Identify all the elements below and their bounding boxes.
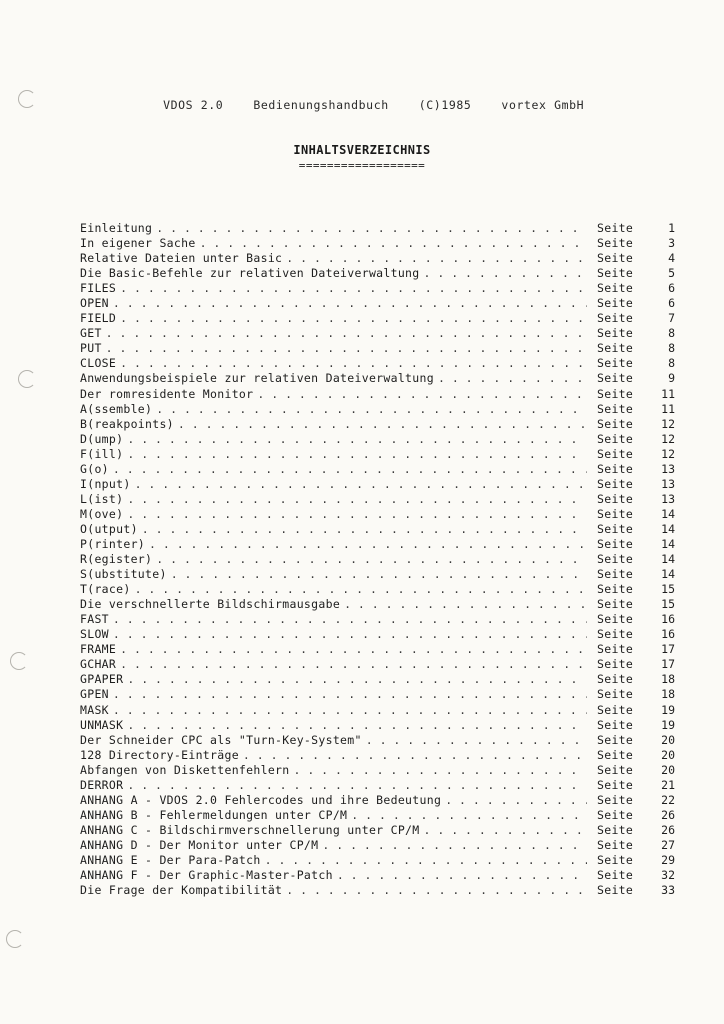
toc-entry-page-number: 29 — [661, 852, 675, 867]
dot-leader — [135, 477, 587, 492]
toc-entry — [80, 718, 675, 733]
dot-leader — [293, 763, 587, 778]
dot-leader — [106, 326, 587, 341]
dot-leader — [113, 296, 587, 311]
toc-entry-seite-label: Seite — [597, 491, 634, 506]
dot-leader — [337, 868, 587, 883]
toc-entry — [80, 703, 675, 718]
toc-entry-page-number: 9 — [668, 371, 675, 386]
dot-leader — [106, 341, 587, 356]
toc-entry — [80, 492, 675, 507]
dot-leader — [156, 552, 587, 567]
toc-entry-seite-label: Seite — [597, 281, 634, 296]
toc-entry-page-number: 18 — [661, 687, 675, 702]
toc-entry-label: O(utput) — [80, 521, 138, 536]
dot-leader — [127, 492, 587, 507]
toc-entry-label: G(o) — [80, 461, 109, 476]
header-doc-title: Bedienungshandbuch — [253, 98, 389, 112]
toc-entry-label: ANHANG D - Der Monitor unter CP/M — [80, 837, 319, 852]
toc-entry-page-number: 20 — [661, 762, 675, 777]
toc-entry-seite-label: Seite — [597, 341, 634, 356]
toc-entry-seite-label: Seite — [597, 446, 634, 461]
dot-leader — [286, 251, 587, 266]
toc-entry-label: L(ist) — [80, 491, 124, 506]
toc-entry — [80, 311, 675, 326]
toc-entry — [80, 778, 675, 793]
toc-entry — [80, 447, 675, 462]
toc-entry — [80, 627, 675, 642]
toc-entry-seite-label: Seite — [597, 597, 634, 612]
toc-entry-page-number: 33 — [661, 883, 675, 898]
toc-entry-page-number: 13 — [661, 461, 675, 476]
toc-entry-seite-label: Seite — [597, 582, 634, 597]
toc-entry — [80, 402, 675, 417]
dot-leader — [200, 236, 587, 251]
dot-leader — [127, 447, 587, 462]
toc-entry — [80, 417, 675, 432]
toc-entry-seite-label: Seite — [597, 221, 634, 235]
toc-entry-label: SLOW — [80, 627, 109, 642]
toc-entry-label: ANHANG F - Der Graphic-Master-Patch — [80, 868, 333, 883]
toc-entry-label: In eigener Sache — [80, 236, 196, 251]
toc-entry — [80, 507, 675, 522]
toc-entry-label: S(ubstitute) — [80, 567, 167, 582]
toc-entry — [80, 733, 675, 748]
dot-leader — [127, 778, 587, 793]
dot-leader — [120, 356, 587, 371]
toc-entry-seite-label: Seite — [597, 431, 634, 446]
dot-leader — [120, 657, 587, 672]
toc-entry-seite-label: Seite — [597, 702, 634, 717]
toc-entry-seite-label: Seite — [597, 837, 634, 852]
dot-leader — [257, 387, 587, 402]
toc-entry-label: GPEN — [80, 687, 109, 702]
toc-entry-seite-label: Seite — [597, 777, 634, 792]
toc-entry — [80, 748, 675, 763]
toc-entry-label: GPAPER — [80, 672, 124, 687]
toc-entry — [80, 537, 675, 552]
toc-entry-label: F(ill) — [80, 446, 124, 461]
toc-entry-label: CLOSE — [80, 356, 117, 371]
toc-entry-label: FAST — [80, 612, 109, 627]
toc-entry — [80, 281, 675, 296]
toc-entry-label: DERROR — [80, 777, 124, 792]
toc-entry-seite-label: Seite — [597, 326, 634, 341]
toc-entry-seite-label: Seite — [597, 521, 634, 536]
toc-entry — [80, 868, 675, 883]
toc-entry-label: Die Basic-Befehle zur relativen Dateiverwaltung — [80, 266, 420, 281]
dot-leader — [113, 687, 587, 702]
toc-entry-label: Einleitung — [80, 221, 153, 235]
dot-leader — [344, 597, 587, 612]
dot-leader — [156, 402, 587, 417]
toc-entry-page-number: 26 — [661, 822, 675, 837]
toc-entry-page-number: 12 — [661, 446, 675, 461]
toc-entry-seite-label: Seite — [597, 461, 634, 476]
toc-entry — [80, 883, 675, 898]
dot-leader — [120, 642, 587, 657]
toc-entry — [80, 236, 675, 251]
toc-entry-label: MASK — [80, 702, 109, 717]
toc-entry-label: D(ump) — [80, 431, 124, 446]
toc-entry — [80, 251, 675, 266]
toc-entry-page-number: 13 — [661, 491, 675, 506]
toc-entry — [80, 793, 675, 808]
toc-entry-label: FILES — [80, 281, 117, 296]
dot-leader — [438, 371, 587, 386]
toc-entry-seite-label: Seite — [597, 747, 634, 762]
toc-entry-seite-label: Seite — [597, 762, 634, 777]
toc-entry-seite-label: Seite — [597, 296, 634, 311]
toc-entry — [80, 853, 675, 868]
dot-leader — [171, 567, 587, 582]
dot-leader — [135, 582, 587, 597]
toc-entry — [80, 432, 675, 447]
dot-leader — [149, 537, 587, 552]
toc-entry-label: PUT — [80, 341, 102, 356]
toc-entry-page-number: 26 — [661, 807, 675, 822]
toc-entry — [80, 326, 675, 341]
toc-entry-page-number: 1 — [668, 221, 675, 235]
dot-leader — [351, 808, 587, 823]
toc-entry-seite-label: Seite — [597, 852, 634, 867]
toc-entry — [80, 808, 675, 823]
toc-entry-seite-label: Seite — [597, 883, 634, 898]
toc-entry-label: P(rinter) — [80, 536, 146, 551]
toc-entry-seite-label: Seite — [597, 386, 634, 401]
toc-entry-page-number: 22 — [661, 792, 675, 807]
toc-entry-page-number: 7 — [668, 311, 675, 326]
toc-entry-seite-label: Seite — [597, 552, 634, 567]
toc-entry-page-number: 20 — [661, 747, 675, 762]
toc-entry-seite-label: Seite — [597, 657, 634, 672]
dot-leader — [127, 672, 587, 687]
toc-entry — [80, 221, 675, 236]
toc-entry-page-number: 14 — [661, 536, 675, 551]
toc-entry-page-number: 14 — [661, 506, 675, 521]
dot-leader — [142, 522, 587, 537]
toc-entry-page-number: 5 — [668, 266, 675, 281]
dot-leader — [113, 627, 587, 642]
toc-entry — [80, 356, 675, 371]
toc-entry-label: GET — [80, 326, 102, 341]
toc-entry — [80, 296, 675, 311]
punch-hole-mark — [18, 90, 36, 108]
dot-leader — [127, 718, 587, 733]
toc-entry-seite-label: Seite — [597, 401, 634, 416]
toc-entry — [80, 642, 675, 657]
toc-entry-label: 128 Directory-Einträge — [80, 747, 239, 762]
toc-entry-page-number: 12 — [661, 416, 675, 431]
toc-entry — [80, 672, 675, 687]
toc-entry — [80, 522, 675, 537]
toc-entry-label: T(race) — [80, 582, 131, 597]
punch-hole-mark — [10, 652, 28, 670]
toc-entry — [80, 552, 675, 567]
toc-entry-page-number: 19 — [661, 702, 675, 717]
toc-entry-label: GCHAR — [80, 657, 117, 672]
toc-entry-page-number: 8 — [668, 356, 675, 371]
dot-leader — [120, 281, 587, 296]
toc-entry-page-number: 17 — [661, 642, 675, 657]
toc-entry-label: FIELD — [80, 311, 117, 326]
toc-entry-label: M(ove) — [80, 506, 124, 521]
toc-entry-seite-label: Seite — [597, 371, 634, 386]
toc-entry-page-number: 14 — [661, 567, 675, 582]
toc-entry-label: FRAME — [80, 642, 117, 657]
toc-entry-label: Der romresidente Monitor — [80, 386, 254, 401]
toc-entry-page-number: 18 — [661, 672, 675, 687]
toc-entry-page-number: 27 — [661, 837, 675, 852]
punch-hole-mark — [18, 370, 36, 388]
toc-entry-seite-label: Seite — [597, 868, 634, 883]
toc-entry-label: ANHANG C - Bildschirmverschnellerung unter CP/M — [80, 822, 420, 837]
header-company: vortex GmbH — [501, 98, 585, 112]
dot-leader — [178, 417, 587, 432]
toc-entry-page-number: 20 — [661, 732, 675, 747]
toc-entry — [80, 582, 675, 597]
toc-entry-label: A(ssemble) — [80, 401, 153, 416]
toc-entry-page-number: 11 — [661, 386, 675, 401]
dot-leader — [366, 733, 587, 748]
toc-entry-seite-label: Seite — [597, 732, 634, 747]
dot-leader — [424, 266, 587, 281]
toc-entry-seite-label: Seite — [597, 356, 634, 371]
toc-entry-page-number: 8 — [668, 341, 675, 356]
toc-entry-seite-label: Seite — [597, 717, 634, 732]
dot-leader — [265, 853, 587, 868]
page-header — [133, 84, 584, 126]
dot-leader — [286, 883, 587, 898]
toc-entry-label: ANHANG E - Der Para-Patch — [80, 852, 261, 867]
toc-entry-page-number: 8 — [668, 326, 675, 341]
toc-entry — [80, 477, 675, 492]
toc-entry — [80, 657, 675, 672]
punch-hole-mark — [6, 930, 24, 948]
table-of-contents — [80, 221, 675, 898]
toc-entry — [80, 341, 675, 356]
toc-entry-page-number: 14 — [661, 521, 675, 536]
dot-leader — [156, 221, 587, 236]
toc-entry-page-number: 15 — [661, 597, 675, 612]
toc-entry-seite-label: Seite — [597, 476, 634, 491]
toc-entry-seite-label: Seite — [597, 536, 634, 551]
toc-entry-seite-label: Seite — [597, 567, 634, 582]
toc-entry-seite-label: Seite — [597, 311, 634, 326]
toc-entry — [80, 387, 675, 402]
toc-entry-page-number: 16 — [661, 612, 675, 627]
toc-entry-page-number: 6 — [668, 281, 675, 296]
toc-entry — [80, 612, 675, 627]
toc-entry-page-number: 14 — [661, 552, 675, 567]
dot-leader — [322, 838, 587, 853]
toc-entry-seite-label: Seite — [597, 236, 634, 251]
toc-entry-seite-label: Seite — [597, 251, 634, 266]
header-product: VDOS 2.0 — [163, 98, 224, 112]
dot-leader — [113, 462, 587, 477]
toc-entry-seite-label: Seite — [597, 612, 634, 627]
dot-leader — [243, 748, 587, 763]
dot-leader — [424, 823, 587, 838]
page-title: INHALTSVERZEICHNIS — [293, 143, 431, 157]
toc-entry-label: OPEN — [80, 296, 109, 311]
toc-entry-seite-label: Seite — [597, 807, 634, 822]
toc-entry-label: UNMASK — [80, 717, 124, 732]
dot-leader — [120, 311, 587, 326]
toc-entry-page-number: 6 — [668, 296, 675, 311]
toc-entry-page-number: 11 — [661, 401, 675, 416]
toc-entry-label: Der Schneider CPC als "Turn-Key-System" — [80, 732, 362, 747]
toc-entry — [80, 597, 675, 612]
toc-entry-label: I(nput) — [80, 476, 131, 491]
dot-leader — [445, 793, 587, 808]
toc-entry — [80, 371, 675, 386]
header-copyright: (C)1985 — [418, 98, 472, 112]
toc-entry-page-number: 21 — [661, 777, 675, 792]
toc-entry-page-number: 3 — [668, 236, 675, 251]
toc-entry — [80, 266, 675, 281]
toc-entry-seite-label: Seite — [597, 506, 634, 521]
toc-entry-label: Die verschnellerte Bildschirmausgabe — [80, 597, 341, 612]
toc-entry-page-number: 13 — [661, 476, 675, 491]
toc-entry-label: B(reakpoints) — [80, 416, 174, 431]
toc-entry — [80, 462, 675, 477]
toc-entry — [80, 763, 675, 778]
title-underline: ================== — [298, 159, 426, 172]
toc-entry-page-number: 12 — [661, 431, 675, 446]
toc-entry-label: Relative Dateien unter Basic — [80, 251, 283, 266]
toc-entry-seite-label: Seite — [597, 627, 634, 642]
toc-entry-seite-label: Seite — [597, 642, 634, 657]
toc-entry-seite-label: Seite — [597, 266, 634, 281]
toc-entry-seite-label: Seite — [597, 672, 634, 687]
toc-entry-label: Anwendungsbeispiele zur relativen Dateiverwaltung — [80, 371, 434, 386]
toc-entry-page-number: 16 — [661, 627, 675, 642]
dot-leader — [127, 432, 587, 447]
dot-leader — [113, 612, 587, 627]
toc-entry-page-number: 4 — [668, 251, 675, 266]
toc-entry-label: ANHANG A - VDOS 2.0 Fehlercodes und ihre Bedeutung — [80, 792, 442, 807]
toc-entry-seite-label: Seite — [597, 792, 634, 807]
toc-entry — [80, 687, 675, 702]
toc-entry-seite-label: Seite — [597, 822, 634, 837]
toc-entry-page-number: 19 — [661, 717, 675, 732]
toc-entry-label: Abfangen von Diskettenfehlern — [80, 762, 290, 777]
toc-entry-label: Die Frage der Kompatibilität — [80, 883, 283, 898]
dot-leader — [127, 507, 587, 522]
toc-entry-page-number: 15 — [661, 582, 675, 597]
toc-entry-label: R(egister) — [80, 552, 153, 567]
toc-entry-seite-label: Seite — [597, 416, 634, 431]
toc-entry — [80, 567, 675, 582]
toc-entry-page-number: 17 — [661, 657, 675, 672]
toc-entry-seite-label: Seite — [597, 687, 634, 702]
toc-entry-label: ANHANG B - Fehlermeldungen unter CP/M — [80, 807, 348, 822]
toc-entry — [80, 838, 675, 853]
toc-entry — [80, 823, 675, 838]
toc-entry-page-number: 32 — [661, 868, 675, 883]
dot-leader — [113, 703, 587, 718]
